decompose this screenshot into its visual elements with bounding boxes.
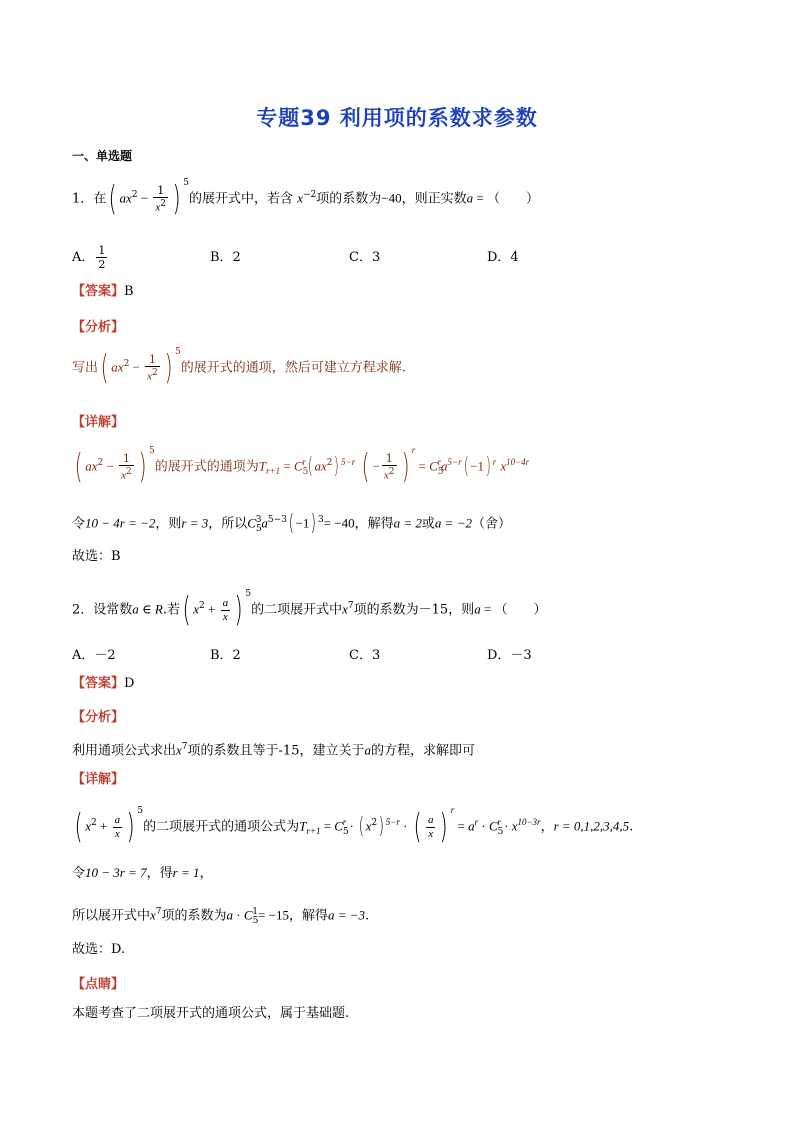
q1-choice-d: D．4 <box>487 250 519 265</box>
q1-choice-b: B．2 <box>210 250 241 265</box>
q2-answer: 【答案】D <box>72 676 135 691</box>
fraction: $\frac{1}{x^2}$ <box>155 183 167 214</box>
q1-detail-label: 【详解】 <box>72 415 125 430</box>
q2-choose: 故选：D. <box>72 942 126 957</box>
q1-analysis-label: 【分析】 <box>72 320 125 335</box>
q2-step1: 令10 − 3r = 7，得r = 1， <box>72 865 213 881</box>
q2-analysis-label: 【分析】 <box>72 710 125 725</box>
q1-choice-a: A． $\frac{1}{2}$ <box>72 244 106 271</box>
section-heading: 一、单选题 <box>72 149 133 163</box>
q2-statement: 2．设常数a ∈ R.若( $x^2$ + $\frac{a}{x}$ ) $^5$的二项展开式中$x^7$项的系数为－15，则a = （ ） <box>72 589 547 630</box>
q2-choice-c: C．3 <box>349 648 381 663</box>
q1-detail-formula: ( $ax^2$ − $\frac{1}{x^2}$ ) $^5$的展开式的通项为$T_{r+1} = C_5^r$( $ax^2$) $^{5-r}$ ( − $\frac{1}{x^2}$ ) $^r = C_5^ra^{5-r}( -1)$ $^r$ $x^{10-4r}$ <box>74 445 530 487</box>
q2-detail-label: 【详解】 <box>72 772 125 787</box>
page-title: 专题39 利用项的系数求参数 <box>256 106 538 130</box>
q2-comment-label: 【点睛】 <box>72 977 125 992</box>
q1-number: 1．在 <box>72 191 107 207</box>
q2-choice-a: A．－2 <box>72 648 116 663</box>
q1-choice-c: C．3 <box>349 250 381 265</box>
q1-statement: 1．在( $ax^2$ − $\frac{1}{x^2}$ ) $^5$的展开式中，若含 $x^{-2}$项的系数为−40，则正实数a = （ ） <box>72 178 539 219</box>
q1-answer: 【答案】B <box>72 284 134 299</box>
q2-detail-formula: ( $x^2$ + $\frac{a}{x}$ ) $^5$的二项展开式的通项公式为$T_{r+1} = C_5^r$ · ( $x^2$) $^{5-r}$ · ( $\frac{a}{x}$ ) $^r = a^r \cdot C_5^r \cdot x^{10-3r}$，r = 0,1,2,3,4,5. <box>74 805 634 847</box>
q2-analysis-text: 利用通项公式求出$x^7$项的系数且等于-15，建立关于a的方程，求解即可 <box>72 742 475 759</box>
q2-step2: 所以展开式中$x^7$项的系数为$a \cdot C_5^1= -15$，解得a = −3. <box>72 907 370 926</box>
q2-choice-b: B．2 <box>210 648 241 663</box>
q2-comment: 本题考查了二项展开式的通项公式，属于基础题. <box>72 1006 350 1021</box>
q1-analysis-text: 写出( $ax^2$ − $\frac{1}{x^2}$ ) $^5$的展开式的通项，然后可建立方程求解. <box>72 347 406 388</box>
q1-step: 令10 − 4r = −2，则r = 3，所以$C_5^3a^{5-3}( -1)$ $^3$= −40，解得a = 2或a = −2（舍） <box>72 510 511 536</box>
q2-choice-d: D．－3 <box>487 648 532 663</box>
q1-choose: 故选：B <box>72 549 121 564</box>
